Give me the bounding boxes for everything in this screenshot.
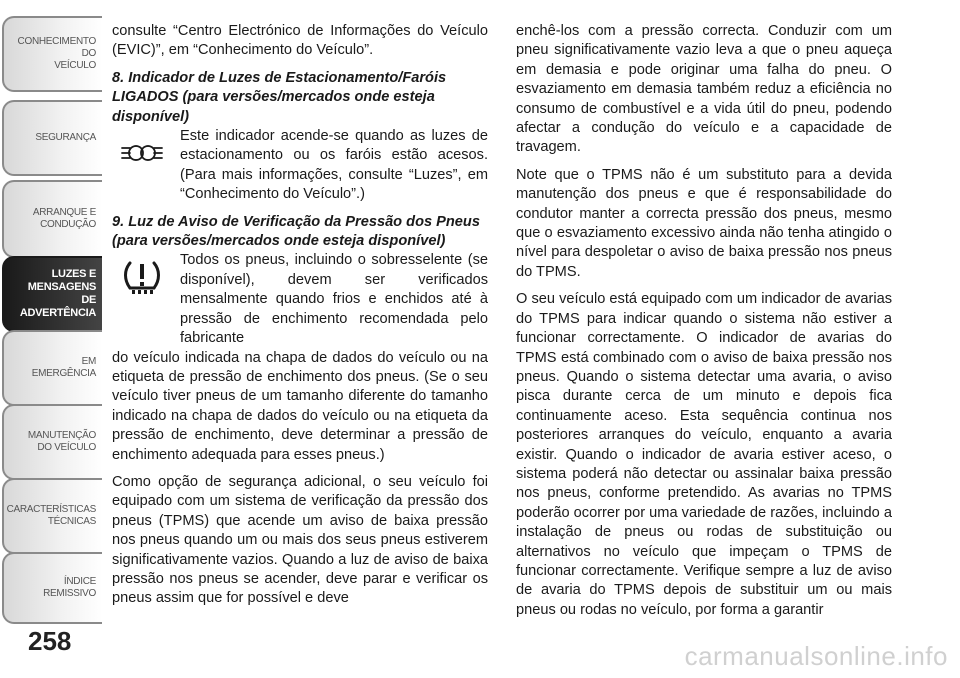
left-column — [112, 22, 488, 617]
right-paragraph-1: enchê-los com a pressão correcta. Conduzir com um pneu significativamente vazio leva a que o pneu aqueça em demasia e pode originar uma falha do pneu. O esvaziamento em demasia também reduz a eficiência no consumo de combustível e a vida útil do pneu, podendo afectar a condução do veículo e a capacidade de travagem. — [516, 23, 892, 156]
safety-paragraph: Como opção de segurança adicional, o seu veículo foi equipado com um sistema de verificação da pressão dos pneus (TPMS) que acende um aviso de baixa pressão nos pneus quando um ou mais dos seus pneus estiverem significativamente vazios. Quando a luz de aviso de baixa pressão nos pneus se acender, deve parar e verificar os pneus assim que for possível e deve — [112, 473, 488, 607]
tab-luzes-e-mensagens-de-advertencia[interactable]: LUZES E MENSAGENS DE ADVERTÊNCIA — [2, 256, 102, 332]
right-paragraph-2: Note que o TPMS não é um substituto para a devida manutenção dos pneus e que é responsabilidade do condutor manter a correcta pressão dos pneus, mesmo que o esvaziamento excessivo ainda não tenha atingido o nível para despoletar o aviso de baixa pressão nos pneus do TPMS. — [516, 166, 892, 280]
tire-pressure-warning-icon — [114, 259, 170, 295]
watermark: carmanualsonline.info — [684, 641, 948, 671]
tab-conhecimento-do-veiculo[interactable]: CONHECIMENTO DO VEÍCULO — [2, 16, 102, 92]
parking-lights-icon — [114, 135, 170, 171]
item-8-block — [112, 127, 488, 205]
item-9-heading: 9. Luz de Aviso de Verificação da Pressão dos Pneus (para versões/mercados onde esteja disponível) — [112, 213, 480, 250]
tab-manutencao-do-veiculo[interactable]: MANUTENÇÃO DO VEÍCULO — [2, 404, 102, 480]
item-8-heading: 8. Indicador de Luzes de Estacionamento/Faróis LIGADOS (para versões/mercados onde esteja disponível) — [112, 69, 447, 125]
tab-caracteristicas-tecnicas[interactable]: CARACTERÍSTICAS TÉCNICAS — [2, 478, 102, 554]
right-column — [516, 22, 892, 628]
tab-em-emergencia[interactable]: EM EMERGÊNCIA — [2, 330, 102, 406]
tab-seguranca[interactable]: SEGURANÇA — [2, 100, 102, 176]
item-9-description: Todos os pneus, incluindo o sobresselente (se disponível), devem ser verificados mensalmente quando frios e enchidos até à pressão de enchimento recomendada pelo fabricante — [180, 252, 488, 347]
item-9-description-continued: do veículo indicada na chapa de dados do veículo ou na etiqueta de pressão de enchimento dos pneus. (Se o seu veículo tiver pneus de um tamanho diferente do tamanho indicado na chapa de dados do veículo ou na etiqueta da pressão de enchimento, deve determinar a pressão de enchimento adequada para esses pneus.) — [112, 349, 488, 463]
item-8-description: Este indicador acende-se quando as luzes de estacionamento ou os faróis estão acesos. (Para mais informações, consulte “Luzes”, em “Conhecimento do Veículo”.) — [180, 128, 488, 203]
item-9-block — [112, 251, 488, 464]
page-number: 258 — [28, 626, 72, 656]
tab-arranque-e-conducao[interactable]: ARRANQUE E CONDUÇÃO — [2, 180, 102, 258]
intro-paragraph: consulte “Centro Electrónico de Informações do Veículo (EVIC)”, em “Conhecimento do Veículo”. — [112, 23, 488, 59]
tab-indice-remissivo[interactable]: ÍNDICE REMISSIVO — [2, 552, 102, 624]
chapter-sidebar — [0, 0, 104, 678]
right-paragraph-3: O seu veículo está equipado com um indicador de avarias do TPMS para indicar quando o sistema não estiver a funcionar correctamente. O indicador de avarias do TPMS está combinado com o aviso de baixa pressão nos pneus. Quando o sistema detectar uma avaria, o aviso pisca durante cerca de um minuto e depois fica continuamente aceso. Esta sequência continua nos posteriores arranques do veículo, enquanto a avaria existir. Quando o indicador de avaria estiver aceso, o sistema poderá não detectar ou assinalar baixa pressão nos pneus, conforme pretendido. As avarias no TPMS poderão ocorrer por uma variedade de razões, incluindo a instalação de pneus ou rodas de substituição ou alternativos no veículo que impeçam o TPMS de funcionar correctamente. Verifique sempre a luz de aviso de avaria do TPMS depois de substituir um ou mais pneus ou rodas no veículo, por forma a garantir — [516, 291, 892, 618]
